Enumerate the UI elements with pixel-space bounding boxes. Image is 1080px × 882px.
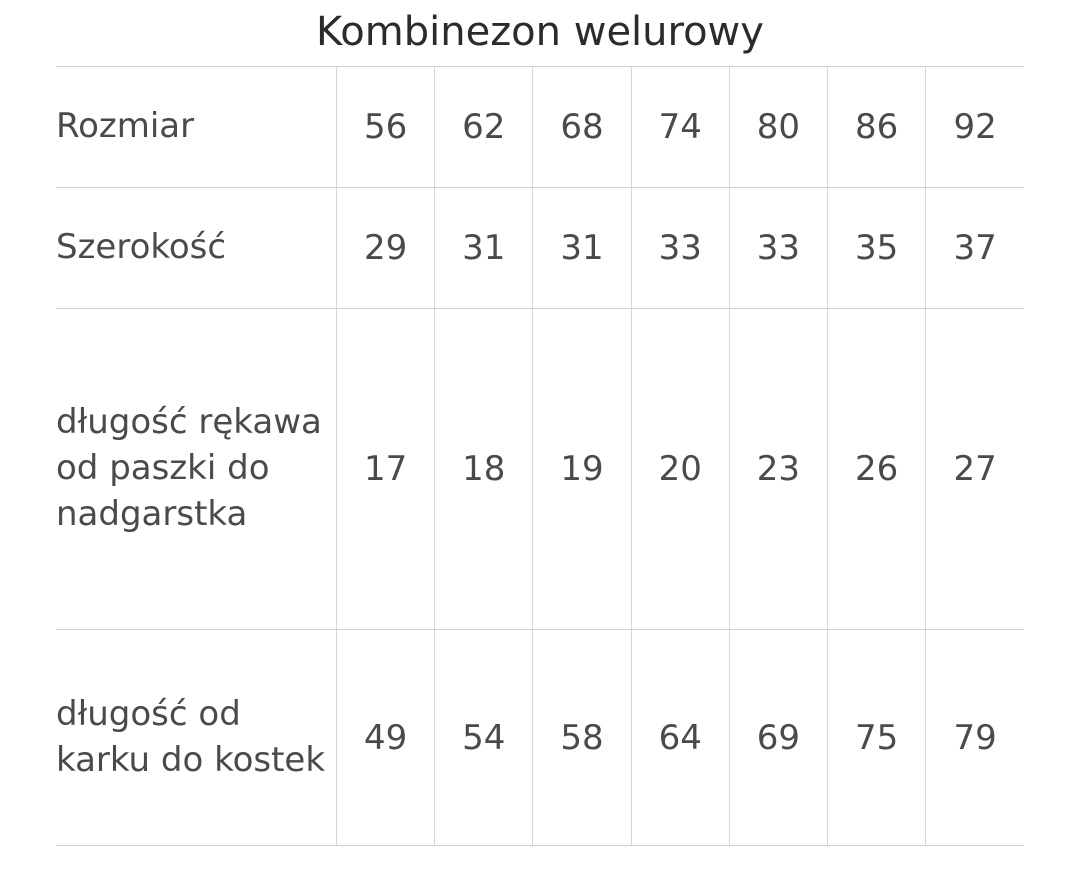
cell-value: 58 xyxy=(533,630,631,846)
table-row xyxy=(56,309,1024,630)
row-label: Szerokość xyxy=(56,188,337,309)
cell-value: 74 xyxy=(631,67,729,188)
cell-value: 62 xyxy=(435,67,533,188)
size-table xyxy=(56,66,1024,846)
cell-value: 64 xyxy=(631,630,729,846)
cell-value: 56 xyxy=(337,67,435,188)
page-title: Kombinezon welurowy xyxy=(316,9,764,55)
table-row xyxy=(56,67,1024,188)
cell-value: 75 xyxy=(828,630,926,846)
cell-value: 79 xyxy=(926,630,1024,846)
cell-value: 31 xyxy=(435,188,533,309)
row-label: Rozmiar xyxy=(56,67,337,188)
cell-value: 29 xyxy=(337,188,435,309)
cell-value: 54 xyxy=(435,630,533,846)
cell-value: 80 xyxy=(729,67,827,188)
cell-value: 31 xyxy=(533,188,631,309)
row-label: długość od karku do kostek xyxy=(56,630,337,846)
cell-value: 35 xyxy=(828,188,926,309)
cell-value: 92 xyxy=(926,67,1024,188)
table-row xyxy=(56,188,1024,309)
row-label: długość rękawa od paszki do nadgarstka xyxy=(56,309,337,630)
cell-value: 23 xyxy=(729,309,827,630)
cell-value: 33 xyxy=(729,188,827,309)
cell-value: 68 xyxy=(533,67,631,188)
cell-value: 18 xyxy=(435,309,533,630)
cell-value: 20 xyxy=(631,309,729,630)
cell-value: 27 xyxy=(926,309,1024,630)
cell-value: 69 xyxy=(729,630,827,846)
cell-value: 26 xyxy=(828,309,926,630)
cell-value: 49 xyxy=(337,630,435,846)
cell-value: 17 xyxy=(337,309,435,630)
cell-value: 19 xyxy=(533,309,631,630)
cell-value: 37 xyxy=(926,188,1024,309)
cell-value: 86 xyxy=(828,67,926,188)
table-row xyxy=(56,630,1024,846)
cell-value: 33 xyxy=(631,188,729,309)
